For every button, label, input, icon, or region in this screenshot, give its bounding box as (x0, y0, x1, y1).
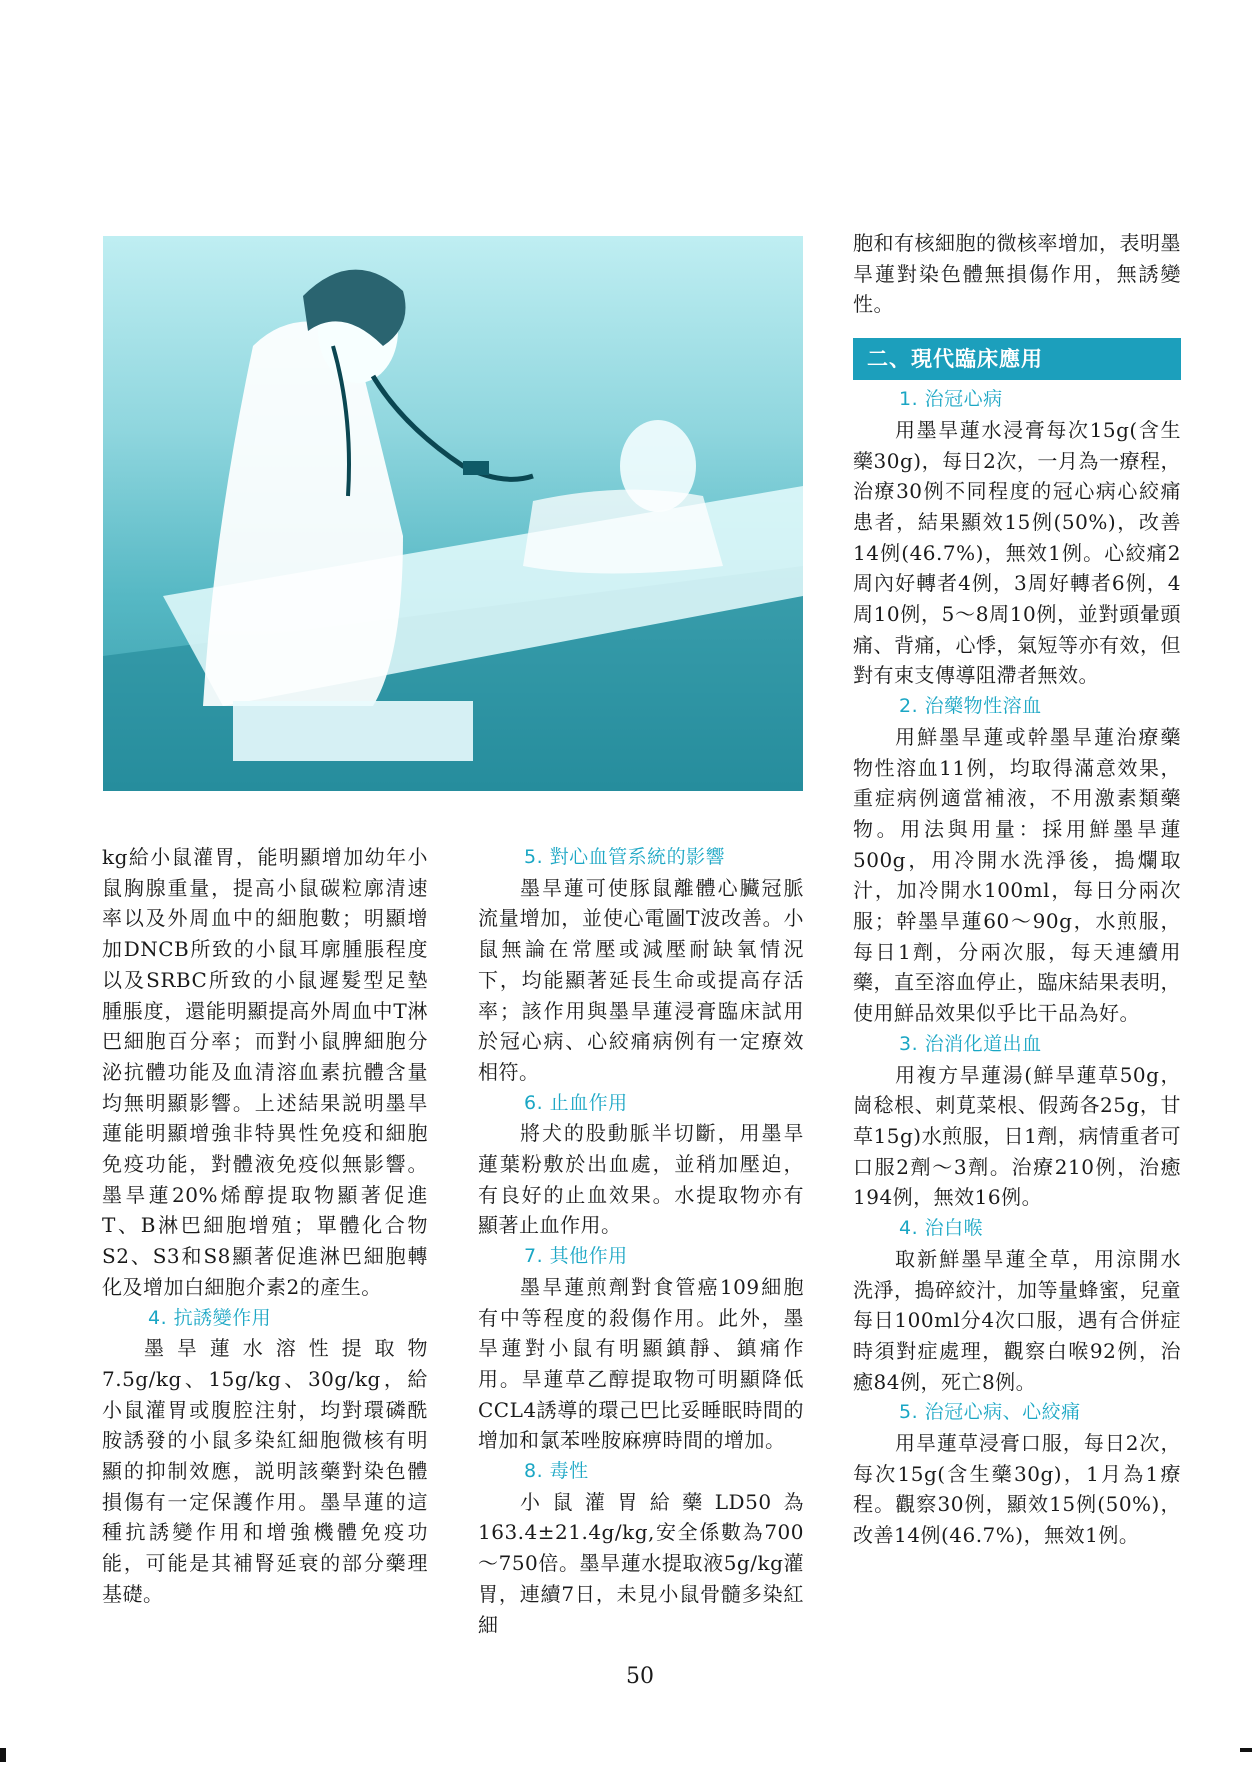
anti-mutagenic-paragraph: 墨旱蓮水溶性提取物7.5g/kg、15g/kg、30g/kg，給小鼠灌胃或腹腔注射，均對環磷酰胺誘發的小鼠多染紅細胞微核有明顯的抑制效應，説明該藥對染色體損傷有一定保護作用。墨旱蓮的這種抗誘變作用和增強機體免疫功能，可能是其補腎延衰的部分藥理基礎。 (102, 1336, 428, 1606)
scan-mark (1240, 1748, 1252, 1752)
middle-text-column (478, 842, 804, 1640)
hemostatic-paragraph: 將犬的股動脈半切斷，用墨旱蓮葉粉敷於出血處，並稍加壓迫，有良好的止血效果。水提取物亦有顯著止血作用。 (478, 1121, 804, 1238)
toxicity-heading: 8. 毒性 (524, 1460, 589, 1483)
clinical-4-heading: 4. 治白喉 (899, 1217, 984, 1240)
clinical-1-heading: 1. 治冠心病 (899, 388, 1003, 411)
clinical-3-heading: 3. 治消化道出血 (899, 1032, 1042, 1055)
anti-mutagenic-heading: 4. 抗誘變作用 (148, 1306, 272, 1329)
other-effects-heading: 7. 其他作用 (524, 1245, 628, 1268)
cardiovascular-heading: 5. 對心血管系統的影響 (524, 846, 726, 868)
toxicity-paragraph: 小鼠灌胃給藥LD50為163.4±21.4g/kg,安全係數為700～750倍。墨旱蓮水提取液5g/kg灌胃，連續7日，未見小鼠骨髓多染紅細 (478, 1489, 804, 1637)
doctor-stethoscope-photo (103, 236, 803, 791)
clinical-4-paragraph: 取新鮮墨旱蓮全草，用涼開水洗淨，搗碎絞汁，加等量蜂蜜，兒童每日100ml分4次口服，遇有合併症時須對症處理，觀察白喉92例，治癒84例，死亡8例。 (853, 1246, 1181, 1394)
right-text-column (853, 228, 1181, 1551)
cardiovascular-paragraph: 墨旱蓮可使豚鼠離體心臟冠脈流量增加，並使心電圖T波改善。小鼠無論在常壓或減壓耐缺氧情況下，均能顯著延長生命或提高存活率；該作用與墨旱蓮浸膏臨床試用於冠心病、心絞痛病例有一定療效相符。 (478, 875, 804, 1084)
clinical-3-paragraph: 用複方旱蓮湯(鮮旱蓮草50g，崗稔根、刺莧菜根、假蒟各25g，甘草15g)水煎服，日1劑，病情重者可口服2劑～3劑。治療210例，治癒194例，無效16例。 (853, 1062, 1181, 1210)
immunity-paragraph: kg給小鼠灌胃，能明顯增加幼年小鼠胸腺重量，提高小鼠碳粒廓清速率以及外周血中的細胞數；明顯增加DNCB所致的小鼠耳廓腫脹程度以及SRBC所致的小鼠遲髮型足墊腫脹度，還能明顯提高外周血中T淋巴細胞百分率；而對小鼠脾細胞分泌抗體功能及血清溶血素抗體含量均無明顯影響。上述結果説明墨旱蓮能明顯增強非特異性免疫和細胞免疫功能，對體液免疫似無影響。墨旱蓮20%烯醇提取物顯著促進T、B淋巴細胞增殖；單體化合物S2、S3和S8顯著促進淋巴細胞轉化及增加白細胞介素2的產生。 (102, 845, 428, 1299)
page-number: 50 (626, 1664, 654, 1689)
clinical-5-heading: 5. 治冠心病、心絞痛 (899, 1401, 1081, 1424)
left-text-column (102, 842, 428, 1610)
clinical-2-paragraph: 用鮮墨旱蓮或幹墨旱蓮治療藥物性溶血11例，均取得滿意效果，重症病例適當補液，不用激素類藥物。用法與用量：採用鮮墨旱蓮500g，用冷開水洗淨後，搗爛取汁，加冷開水100ml，每日分兩次服；幹墨旱蓮60～90g，水煎服，每日1劑，分兩次服，每天連續用藥，直至溶血停止，臨床結果表明，使用鮮品效果似乎比干品為好。 (853, 724, 1181, 1026)
section-title-bar: 二、現代臨床應用 (853, 338, 1181, 380)
continued-paragraph: 胞和有核細胞的微核率增加，表明墨旱蓮對染色體無損傷作用，無誘變性。 (853, 231, 1181, 317)
scan-mark (0, 1748, 6, 1762)
clinical-2-heading: 2. 治藥物性溶血 (899, 695, 1042, 718)
clinical-1-paragraph: 用墨旱蓮水浸膏每次15g(含生藥30g)，每日2次，一月為一療程，治療30例不同程度的冠心病心絞痛患者，結果顯效15例(50%)，改善14例(46.7%)，無效1例。心絞痛2周內好轉者4例，3周好轉者6例，4周10例，5～8周10例，並對頭暈頭痛、背痛，心悸，氣短等亦有效，但對有束支傳導阻滯者無效。 (853, 417, 1181, 688)
hemostatic-heading: 6. 止血作用 (524, 1091, 628, 1114)
photo-illustration (103, 236, 803, 791)
other-effects-paragraph: 墨旱蓮煎劑對食管癌109細胞有中等程度的殺傷作用。此外，墨旱蓮對小鼠有明顯鎮靜、鎮痛作用。旱蓮草乙醇提取物可明顯降低CCL4誘導的環己巴比妥睡眠時間的增加和氯苯唑胺麻痹時間的增加。 (478, 1274, 804, 1453)
clinical-5-paragraph: 用旱蓮草浸膏口服，每日2次，每次15g(含生藥30g)，1月為1療程。觀察30例，顯效15例(50%)，改善14例(46.7%)，無效1例。 (853, 1431, 1181, 1548)
